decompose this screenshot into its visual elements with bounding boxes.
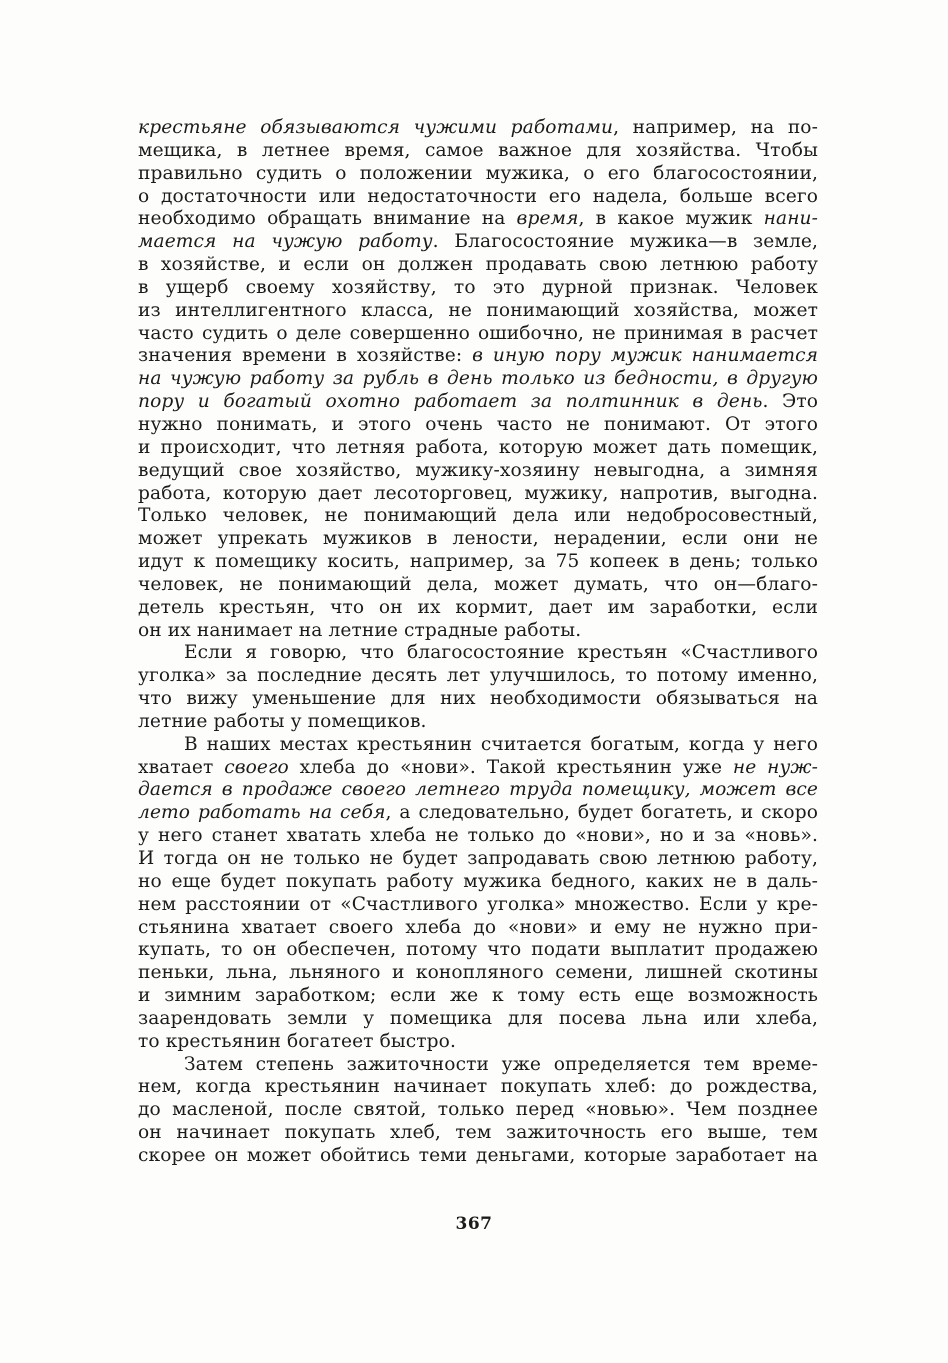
text-line xyxy=(138,1122,818,1145)
text-line xyxy=(138,345,818,368)
body-text xyxy=(138,117,818,1168)
italic-text: мается на чужую работу xyxy=(138,231,433,253)
text-line xyxy=(138,391,818,414)
text-line xyxy=(138,757,818,780)
text-segment: мещика, в летнее время, самое важное для хозяйства. Чтобы xyxy=(138,139,818,161)
text-segment: нем, когда крестьянин начинает покупать хлеб: до рождества, xyxy=(138,1076,818,1098)
text-line xyxy=(138,414,818,437)
text-line xyxy=(138,917,818,940)
text-segment: человек, не понимающий дела, может думать, что он—благо- xyxy=(138,573,818,595)
text-line xyxy=(138,574,818,597)
text-line xyxy=(138,1008,818,1031)
italic-text: пору и богатый охотно работает за полтинник в день xyxy=(138,391,763,413)
text-segment: летние работы у помещиков. xyxy=(138,710,427,732)
text-segment: купать, то он обеспечен, потому что подати выплатит продажею xyxy=(138,939,818,961)
italic-text: на чужую работу за рубль в день только из бедности, в другую xyxy=(138,368,818,390)
text-line xyxy=(138,985,818,1008)
text-segment: нем расстоянии от «Счастливого уголка» множество. Если у кре- xyxy=(138,893,818,915)
text-line xyxy=(138,871,818,894)
text-line xyxy=(138,962,818,985)
text-line xyxy=(138,483,818,506)
text-line xyxy=(138,505,818,528)
text-segment: в хозяйстве, и если он должен продавать свою летнюю работу xyxy=(138,254,818,276)
text-segment: необходимо обращать внимание на xyxy=(138,208,517,230)
page-number: 367 xyxy=(455,1214,493,1234)
text-segment: . Это xyxy=(762,391,819,413)
text-line xyxy=(138,939,818,962)
text-line xyxy=(138,277,818,300)
italic-text: не нуж- xyxy=(732,756,818,778)
text-segment: может упрекать мужиков в лености, нерадении, если они не xyxy=(138,528,818,550)
text-segment: работа, которую дает лесоторговец, мужику, напротив, выгодна. xyxy=(138,482,818,504)
text-segment: о достаточности или недостаточности его надела, больше всего xyxy=(138,185,818,207)
text-segment: правильно судить о положении мужика, о его благосостоянии, xyxy=(138,162,818,184)
text-segment: то крестьянин богатеет быстро. xyxy=(138,1030,456,1052)
text-line xyxy=(138,642,818,665)
italic-text: дается в продаже своего летнего труда помещику, может все xyxy=(138,779,818,801)
text-segment: Если я говорю, что благосостояние крестьян «Счастливого xyxy=(184,642,818,664)
text-segment: хватает xyxy=(138,756,225,778)
text-segment: , в какое мужик xyxy=(578,208,764,230)
text-segment: стьянина хватает своего хлеба до «нови» и ему не нужно при- xyxy=(138,916,818,938)
text-line xyxy=(138,460,818,483)
italic-text: своего xyxy=(224,756,289,778)
text-segment: нужно понимать, и этого очень часто не понимают. От этого xyxy=(138,413,818,435)
italic-text: нани- xyxy=(763,208,818,230)
text-segment: И тогда он не только не будет запродавать свою летнюю работу, xyxy=(138,848,818,869)
italic-text: крестьяне обязываются чужими работами xyxy=(138,117,614,138)
text-line xyxy=(138,1145,818,1168)
text-segment: и зимним заработком; если же к тому есть еще возможность xyxy=(138,985,818,1007)
text-line xyxy=(138,688,818,711)
text-line xyxy=(138,894,818,917)
text-segment: скорее он может обойтись теми деньгами, которые заработает на xyxy=(138,1144,818,1166)
text-line xyxy=(138,1099,818,1122)
italic-text: лето работать на себя xyxy=(138,802,386,824)
text-segment: Только человек, не понимающий дела или недобросовестный, xyxy=(138,505,818,527)
text-segment: значения времени в хозяйстве: xyxy=(138,345,473,367)
text-line xyxy=(138,231,818,254)
text-line xyxy=(138,437,818,460)
text-line xyxy=(138,551,818,574)
text-line xyxy=(138,323,818,346)
text-line xyxy=(138,848,818,871)
text-segment: , а следовательно, будет богатеть, и скоро xyxy=(385,802,818,824)
text-segment: . Благосостояние мужика—в земле, xyxy=(432,231,818,253)
italic-text: в иную пору мужик нанимается xyxy=(472,345,818,367)
text-segment: идут к помещику косить, например, за 75 копеек в день; только xyxy=(138,551,818,573)
text-line xyxy=(138,1076,818,1099)
text-line xyxy=(138,802,818,825)
text-line xyxy=(138,528,818,551)
text-segment: но еще будет покупать работу мужика бедного, каких не в даль- xyxy=(138,870,818,892)
text-segment: хлеба до «нови». Такой крестьянин уже xyxy=(288,756,733,778)
text-line xyxy=(138,711,818,734)
text-segment: и происходит, что летняя работа, которую может дать помещик, xyxy=(138,436,818,458)
text-segment: уголка» за последние десять лет улучшилось, то потому именно, xyxy=(138,665,818,687)
text-line xyxy=(138,208,818,231)
text-line xyxy=(138,368,818,391)
text-segment: в ущерб своему хозяйству, то это дурной признак. Человек xyxy=(138,276,818,298)
text-segment: Затем степень зажиточности уже определяется тем време- xyxy=(184,1053,818,1075)
text-segment: из интеллигентного класса, не понимающий хозяйства, может xyxy=(138,299,818,321)
text-segment: часто судить о деле совершенно ошибочно, не принимая в расчет xyxy=(138,322,818,344)
text-line xyxy=(138,734,818,757)
text-segment: В наших местах крестьянин считается богатым, когда у него xyxy=(184,733,818,755)
text-segment: ведущий свое хозяйство, мужику-хозяину невыгодна, а зимняя xyxy=(138,459,818,481)
text-line xyxy=(138,300,818,323)
text-line xyxy=(138,1054,818,1077)
text-line xyxy=(138,825,818,848)
text-line xyxy=(138,620,818,643)
text-segment: что вижу уменьшение для них необходимости обязываться на xyxy=(138,688,818,710)
text-line xyxy=(138,597,818,620)
text-line xyxy=(138,163,818,186)
text-segment: , например, на по- xyxy=(613,117,818,138)
text-line xyxy=(138,1031,818,1054)
text-line xyxy=(138,186,818,209)
text-line xyxy=(138,254,818,277)
text-line xyxy=(138,117,818,140)
italic-text: время xyxy=(516,208,579,230)
text-segment: детель крестьян, что он их кормит, дает им заработки, если xyxy=(138,596,818,618)
text-segment: пеньки, льна, льняного и конопляного семени, лишней скотины xyxy=(138,962,818,984)
text-segment: он начинает покупать хлеб, тем зажиточность его выше, тем xyxy=(138,1122,818,1144)
text-segment: он их нанимает на летние страдные работы. xyxy=(138,619,582,641)
text-line xyxy=(138,779,818,802)
text-line xyxy=(138,140,818,163)
text-line xyxy=(138,665,818,688)
text-segment: у него станет хватать хлеба не только до «нови», но и за «новь». xyxy=(138,825,818,847)
text-segment: до масленой, после святой, только перед «новью». Чем позднее xyxy=(138,1099,818,1121)
text-segment: заарендовать земли у помещика для посева льна или хлеба, xyxy=(138,1007,818,1029)
